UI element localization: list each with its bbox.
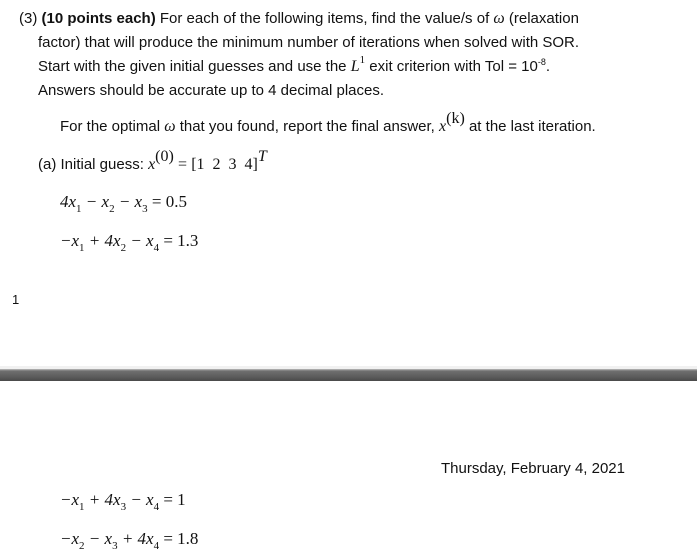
equation-3: $-x_1 + 4x_3 - x_4 = 1$	[60, 490, 186, 514]
footer-date: Thursday, February 4, 2021	[441, 460, 625, 477]
equation-4: $-x_2 - x_3 + 4x_4 = 1.8$	[60, 529, 199, 553]
page-number: 1	[12, 292, 20, 307]
equation-2: $-x_1 + 4x_2 - x_4 = 1.3$	[60, 231, 199, 255]
page-separator	[0, 366, 697, 381]
part-a-initial-guess: (a) Initial guess: $x^{(0)} = [1$ 2 3 4]$^T$	[38, 148, 267, 173]
problem-points: (10 points each)	[41, 10, 156, 27]
problem-line-4: Answers should be accurate up to 4 decimal places.	[38, 82, 385, 99]
problem-line-2: factor) that will produce the minimum number of iterations when solved with SOR.	[38, 34, 580, 51]
problem-number: (3)	[19, 10, 38, 27]
problem-line-1: (3) (10 points each) For each of the following items, find the value/s of ω (relaxation	[19, 10, 579, 27]
problem-line-5: For the optimal ω that you found, report the final answer, $x^{(k)}$ at the last iteration.	[60, 110, 596, 135]
omega-symbol: ω	[493, 10, 505, 27]
problem-line-3: Start with the given initial guesses and use the $L^1$ exit criterion with Tol = $10^{-8}$.	[38, 54, 551, 75]
equation-1: $4x_1 - x_2 - x_3 = 0.5$	[60, 192, 187, 216]
